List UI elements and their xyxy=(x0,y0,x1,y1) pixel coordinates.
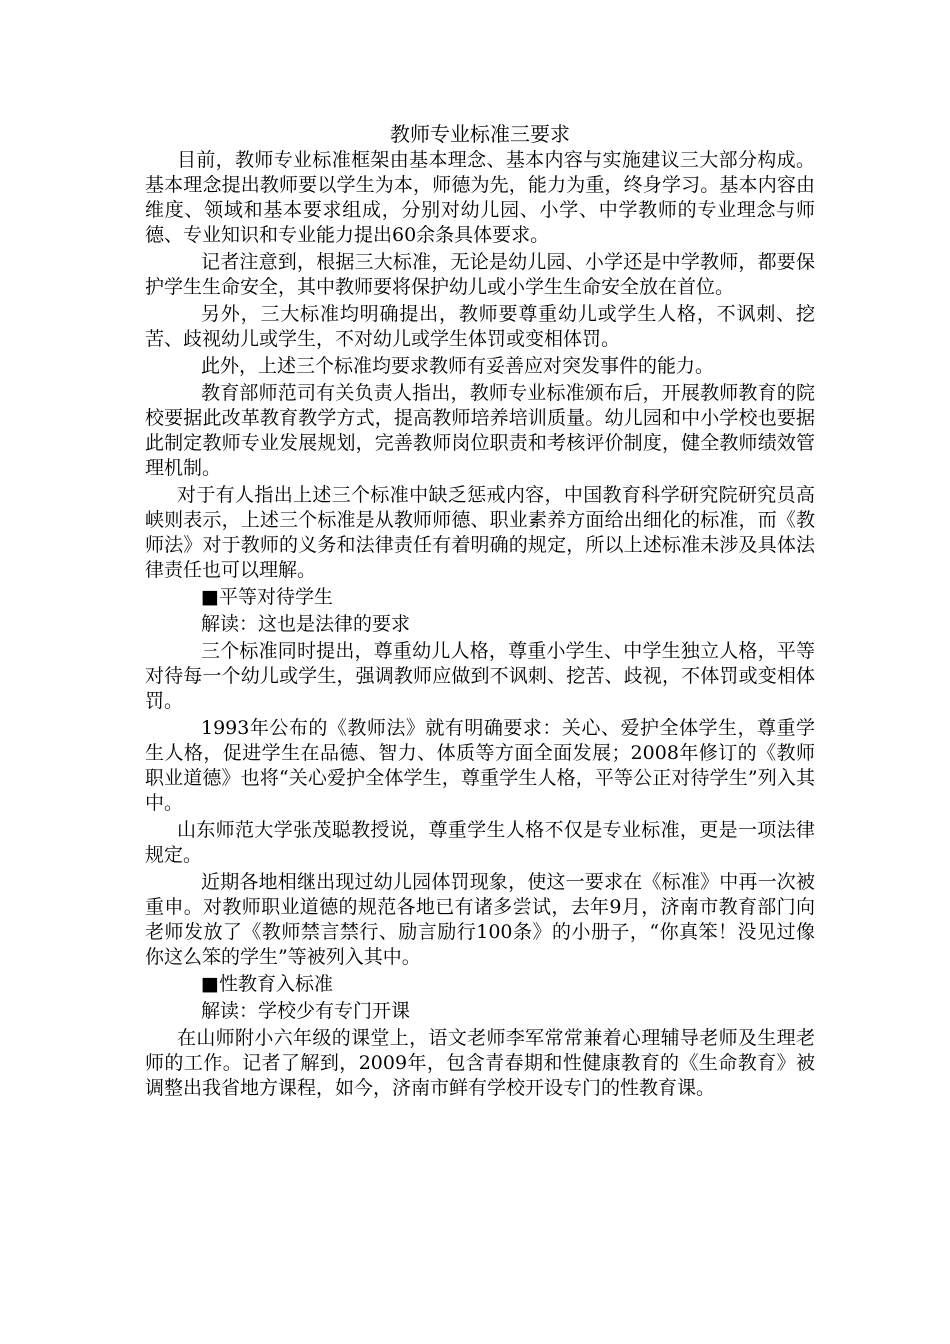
paragraph-classroom: 在山师附小六年级的课堂上，语文老师李军常常兼着心理辅导老师及生理老师的工作。记者了解到，2009年，包含青春期和性健康教育的《生命教育》被调整出我省地方课程，如今，济南市鲜有学校开设专门的性教育课。 xyxy=(145,1027,815,1099)
document-page xyxy=(145,120,815,1103)
section-heading-equal-treatment: ■平等对待学生 xyxy=(201,586,333,608)
paragraph-respect: 另外，三大标准均明确提出，教师要尊重幼儿或学生人格，不讽刺、挖苦、歧视幼儿或学生，不对幼儿或学生体罚或变相体罚。 xyxy=(145,303,815,350)
section-heading-sex-education: ■性教育入标准 xyxy=(201,973,333,995)
document-title: 教师专业标准三要求 xyxy=(390,122,570,146)
section-subheading-law: 解读：这也是法律的要求 xyxy=(201,613,411,635)
paragraph-emergency: 此外，上述三个标准均要求教师有妥善应对突发事件的能力。 xyxy=(201,355,715,377)
paragraph-three-standards: 三个标准同时提出，尊重幼儿人格，尊重小学生、中学生独立人格，平等对待每一个幼儿或学生，强调教师应做到不讽刺、挖苦、歧视，不体罚或变相体罚。 xyxy=(145,640,815,712)
paragraph-ministry: 教育部师范司有关负责人指出，教师专业标准颁布后，开展教师教育的院校要据此改革教育教学方式，提高教师培养培训质量。幼儿园和中小学校也要据此制定教师专业发展规划，完善教师岗位职责和考核评价制度，健全教师绩效管理机制。 xyxy=(145,382,815,479)
paragraph-safety: 记者注意到，根据三大标准，无论是幼儿园、小学还是中学教师，都要保护学生生命安全，其中教师要将保护幼儿或小学生生命安全放在首位。 xyxy=(145,251,815,298)
paragraph-teacher-law: 1993年公布的《教师法》就有明确要求：关心、爱护全体学生，尊重学生人格，促进学生在品德、智力、体质等方面全面发展；2008年修订的《教师职业道德》也将“关心爱护全体学生，尊重学生人格，平等公正对待学生”列入其中。 xyxy=(145,717,815,814)
paragraph-discipline: 对于有人指出上述三个标准中缺乏惩戒内容，中国教育科学研究院研究员高峡则表示，上述三个标准是从教师师德、职业素养方面给出细化的标准，而《教师法》对于教师的义务和法律责任有着明确的规定，所以上述标准未涉及具体法律责任也可以理解。 xyxy=(145,484,815,581)
paragraph-corporal-punishment: 近期各地相继出现过幼儿园体罚现象，使这一要求在《标准》中再一次被重申。对教师职业道德的规范各地已有诸多尝试，去年9月，济南市教育部门向老师发放了《教师禁言禁行、励言励行100条》的小册子，“你真笨！没见过像你这么笨的学生”等被列入其中。 xyxy=(145,871,815,968)
paragraph-professor-quote: 山东师范大学张茂聪教授说，尊重学生人格不仅是专业标准，更是一项法律规定。 xyxy=(145,819,815,866)
section-subheading-courses: 解读：学校少有专门开课 xyxy=(201,1000,411,1022)
paragraph-framework: 目前，教师专业标准框架由基本理念、基本内容与实施建议三大部分构成。基本理念提出教师要以学生为本，师德为先，能力为重，终身学习。基本内容由维度、领域和基本要求组成，分别对幼儿园、小学、中学教师的专业理念与师德、专业知识和专业能力提出60余条具体要求。 xyxy=(145,149,815,246)
